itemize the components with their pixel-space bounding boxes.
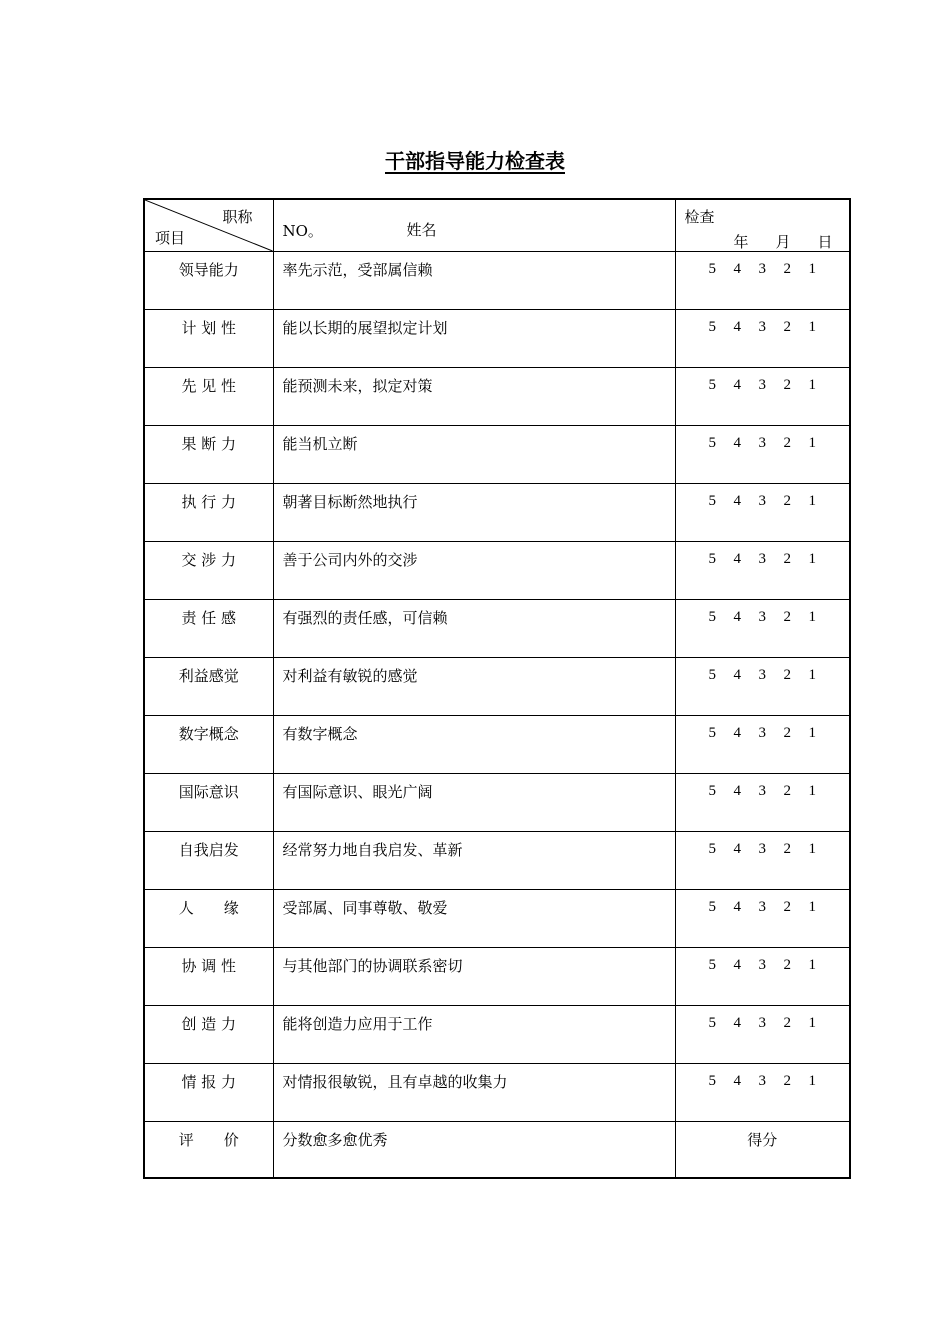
- score-option[interactable]: 4: [733, 609, 741, 625]
- score-option[interactable]: 5: [708, 493, 716, 509]
- score-option[interactable]: 3: [758, 319, 766, 335]
- score-option[interactable]: 4: [733, 783, 741, 799]
- score-option[interactable]: 5: [708, 435, 716, 451]
- title-text: 干部指导能力检查表: [385, 149, 565, 173]
- score-option[interactable]: 5: [708, 783, 716, 799]
- number-name-cell: [273, 199, 675, 252]
- score-option[interactable]: 5: [708, 667, 716, 683]
- score-option[interactable]: 3: [758, 609, 766, 625]
- footer-row: [144, 1122, 850, 1179]
- score-option[interactable]: 5: [708, 377, 716, 393]
- score-option[interactable]: 2: [783, 261, 791, 277]
- score-option[interactable]: 5: [708, 319, 716, 335]
- check-date-cell: [675, 199, 850, 252]
- diagonal-header-cell: [144, 199, 273, 252]
- score-total-label: 得分: [675, 1122, 850, 1179]
- score-option[interactable]: 1: [808, 899, 816, 915]
- table-row: [144, 658, 850, 716]
- score-option[interactable]: 3: [758, 783, 766, 799]
- score-option[interactable]: 3: [758, 957, 766, 973]
- criterion-description: 有强烈的责任感，可信赖: [273, 600, 675, 658]
- score-option[interactable]: 3: [758, 1073, 766, 1089]
- score-scale: [675, 1006, 850, 1064]
- score-option[interactable]: 3: [758, 261, 766, 277]
- criterion-description: 能将创造力应用于工作: [273, 1006, 675, 1064]
- criterion-name: 协 调 性: [144, 948, 273, 1006]
- criterion-name: 领导能力: [144, 252, 273, 310]
- table-row: [144, 716, 850, 774]
- score-option[interactable]: 4: [733, 957, 741, 973]
- score-option[interactable]: 1: [808, 957, 816, 973]
- table-row: [144, 774, 850, 832]
- page-title: [0, 145, 950, 174]
- score-option[interactable]: 5: [708, 1073, 716, 1089]
- table-row: [144, 600, 850, 658]
- score-option[interactable]: 2: [783, 1073, 791, 1089]
- score-option[interactable]: 1: [808, 377, 816, 393]
- score-option[interactable]: 3: [758, 377, 766, 393]
- score-option[interactable]: 3: [758, 841, 766, 857]
- title-column-label: 职称: [222, 208, 253, 226]
- criterion-description: 善于公司内外的交涉: [273, 542, 675, 600]
- score-option[interactable]: 4: [733, 377, 741, 393]
- score-scale: [675, 832, 850, 890]
- date-line: [734, 231, 833, 252]
- table-row: [144, 890, 850, 948]
- score-option[interactable]: 1: [808, 493, 816, 509]
- score-option[interactable]: 1: [808, 1015, 816, 1031]
- criterion-name: 先 见 性: [144, 368, 273, 426]
- score-option[interactable]: 2: [783, 841, 791, 857]
- score-option[interactable]: 5: [708, 725, 716, 741]
- score-option[interactable]: 1: [808, 551, 816, 567]
- criterion-name: 情 报 力: [144, 1064, 273, 1122]
- score-option[interactable]: 3: [758, 493, 766, 509]
- score-option[interactable]: 1: [808, 725, 816, 741]
- score-option[interactable]: 1: [808, 841, 816, 857]
- criterion-description: 对利益有敏锐的感觉: [273, 658, 675, 716]
- score-option[interactable]: 4: [733, 899, 741, 915]
- score-option[interactable]: 2: [783, 377, 791, 393]
- criterion-description: 经常努力地自我启发、革新: [273, 832, 675, 890]
- criterion-name: 国际意识: [144, 774, 273, 832]
- criterion-description: 朝著目标断然地执行: [273, 484, 675, 542]
- criterion-description: 能当机立断: [273, 426, 675, 484]
- criterion-name: 自我启发: [144, 832, 273, 890]
- table-row: [144, 542, 850, 600]
- score-option[interactable]: 2: [783, 319, 791, 335]
- score-option[interactable]: 3: [758, 1015, 766, 1031]
- score-option[interactable]: 3: [758, 551, 766, 567]
- day-label: 日: [817, 233, 833, 251]
- criterion-description: 有国际意识、眼光广阔: [273, 774, 675, 832]
- table-row: [144, 948, 850, 1006]
- score-scale: [675, 658, 850, 716]
- score-option[interactable]: 4: [733, 493, 741, 509]
- table-row: [144, 368, 850, 426]
- score-scale: [675, 484, 850, 542]
- score-option[interactable]: 2: [783, 667, 791, 683]
- criterion-description: 率先示范，受部属信赖: [273, 252, 675, 310]
- score-option[interactable]: 4: [733, 261, 741, 277]
- criterion-name: 执 行 力: [144, 484, 273, 542]
- criterion-description: 能预测未来，拟定对策: [273, 368, 675, 426]
- criterion-name: 利益感觉: [144, 658, 273, 716]
- score-option[interactable]: 3: [758, 435, 766, 451]
- score-option[interactable]: 5: [708, 261, 716, 277]
- score-option[interactable]: 1: [808, 783, 816, 799]
- table-row: [144, 1006, 850, 1064]
- score-option[interactable]: 4: [733, 841, 741, 857]
- score-option[interactable]: 2: [783, 899, 791, 915]
- table-row: [144, 310, 850, 368]
- table-row: [144, 484, 850, 542]
- score-option[interactable]: 5: [708, 609, 716, 625]
- header-row: [144, 199, 850, 252]
- name-label: 姓名: [406, 221, 437, 239]
- year-label: 年: [733, 233, 749, 251]
- score-option[interactable]: 4: [733, 725, 741, 741]
- number-label: NO。: [282, 222, 323, 240]
- score-scale: [675, 774, 850, 832]
- score-scale: [675, 542, 850, 600]
- score-option[interactable]: 4: [733, 319, 741, 335]
- criterion-name: 数字概念: [144, 716, 273, 774]
- score-option[interactable]: 2: [783, 493, 791, 509]
- score-option[interactable]: 5: [708, 551, 716, 567]
- footer-item: 评 价: [144, 1122, 273, 1179]
- score-scale: [675, 948, 850, 1006]
- table-row: [144, 1064, 850, 1122]
- score-scale: [675, 426, 850, 484]
- score-option[interactable]: 5: [708, 899, 716, 915]
- score-scale: [675, 600, 850, 658]
- table-row: [144, 426, 850, 484]
- score-option[interactable]: 4: [733, 667, 741, 683]
- score-option[interactable]: 2: [783, 551, 791, 567]
- criterion-name: 计 划 性: [144, 310, 273, 368]
- score-option[interactable]: 5: [708, 1015, 716, 1031]
- criterion-description: 能以长期的展望拟定计划: [273, 310, 675, 368]
- score-scale: [675, 252, 850, 310]
- score-option[interactable]: 2: [783, 957, 791, 973]
- score-option[interactable]: 3: [758, 899, 766, 915]
- score-scale: [675, 890, 850, 948]
- score-option[interactable]: 1: [808, 609, 816, 625]
- score-option[interactable]: 1: [808, 319, 816, 335]
- score-option[interactable]: 4: [733, 1073, 741, 1089]
- criterion-name: 创 造 力: [144, 1006, 273, 1064]
- criterion-description: 对情报很敏锐，且有卓越的收集力: [273, 1064, 675, 1122]
- check-label: 检查: [684, 208, 715, 226]
- score-option[interactable]: 1: [808, 261, 816, 277]
- score-scale: [675, 368, 850, 426]
- score-option[interactable]: 5: [708, 841, 716, 857]
- score-option[interactable]: 1: [808, 435, 816, 451]
- month-label: 月: [775, 233, 791, 251]
- criterion-name: 交 涉 力: [144, 542, 273, 600]
- criterion-name: 果 断 力: [144, 426, 273, 484]
- table-row: [144, 832, 850, 890]
- score-scale: [675, 310, 850, 368]
- score-option[interactable]: 2: [783, 725, 791, 741]
- score-option[interactable]: 3: [758, 725, 766, 741]
- criterion-name: 人 缘: [144, 890, 273, 948]
- score-scale: [675, 716, 850, 774]
- score-option[interactable]: 2: [783, 1015, 791, 1031]
- inspection-table: [143, 198, 851, 1179]
- score-option[interactable]: 2: [783, 609, 791, 625]
- criterion-description: 与其他部门的协调联系密切: [273, 948, 675, 1006]
- score-option[interactable]: 2: [783, 435, 791, 451]
- score-option[interactable]: 1: [808, 1073, 816, 1089]
- criterion-name: 责 任 感: [144, 600, 273, 658]
- score-option[interactable]: 3: [758, 667, 766, 683]
- score-option[interactable]: 2: [783, 783, 791, 799]
- score-scale: [675, 1064, 850, 1122]
- item-column-label: 项目: [155, 229, 186, 247]
- criterion-description: 受部属、同事尊敬、敬爱: [273, 890, 675, 948]
- score-option[interactable]: 5: [708, 957, 716, 973]
- score-option[interactable]: 4: [733, 1015, 741, 1031]
- score-option[interactable]: 4: [733, 435, 741, 451]
- score-option[interactable]: 1: [808, 667, 816, 683]
- table-row: [144, 252, 850, 310]
- criterion-description: 有数字概念: [273, 716, 675, 774]
- footer-desc: 分数愈多愈优秀: [273, 1122, 675, 1179]
- score-option[interactable]: 4: [733, 551, 741, 567]
